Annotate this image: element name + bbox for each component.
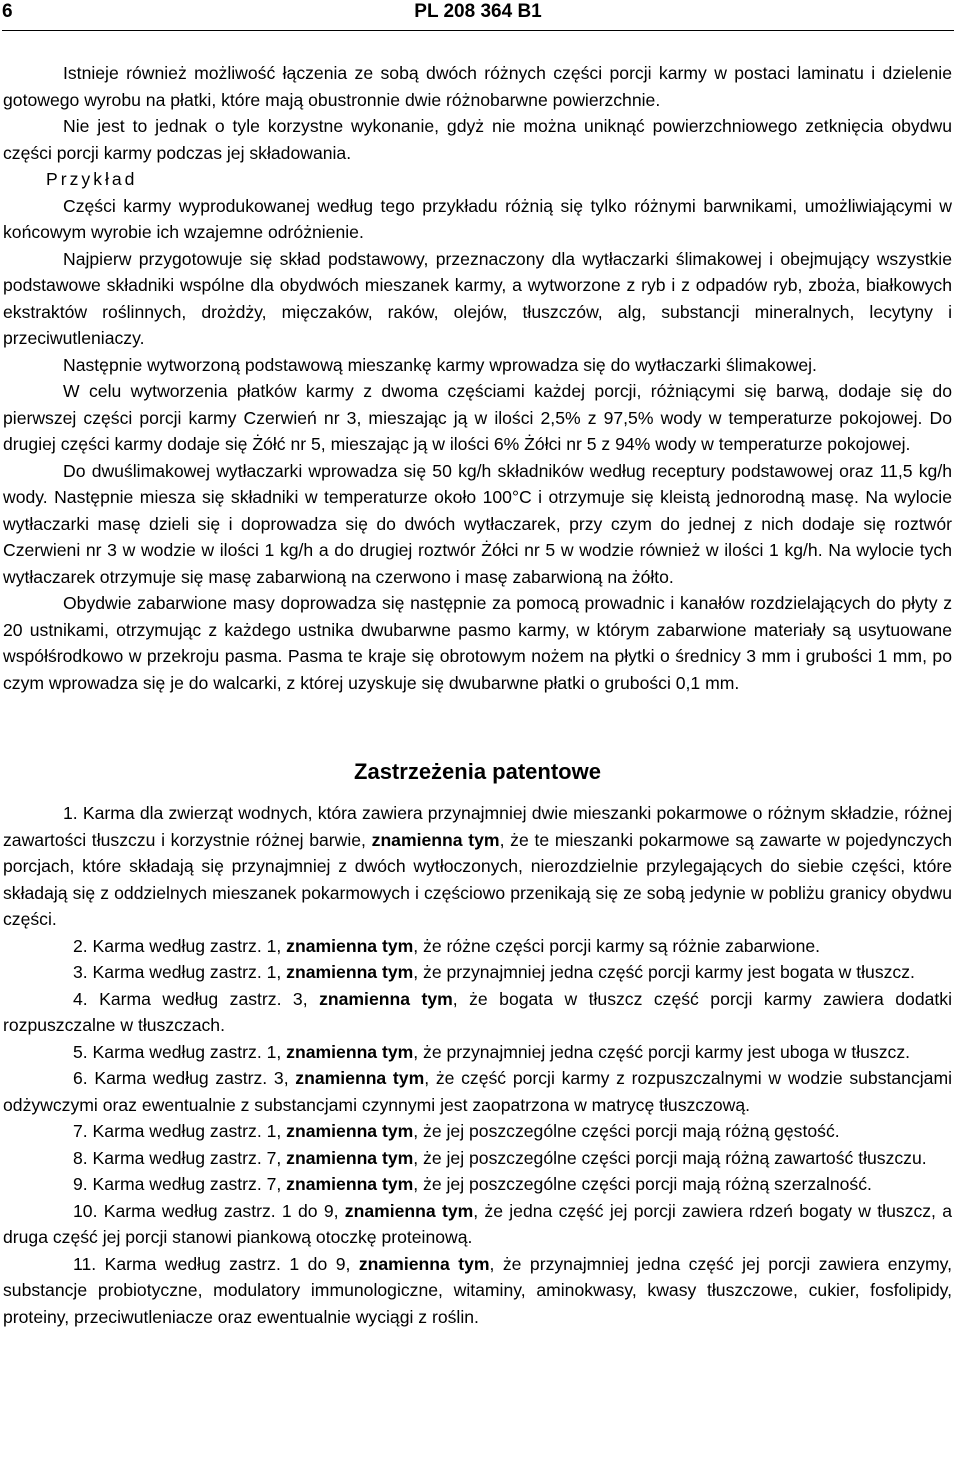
claim-text: 11. Karma według zastrz. 1 do 9, <box>73 1253 359 1274</box>
claim-text: , że przynajmniej jedna część porcji karmy jest bogata w tłuszcz. <box>413 962 915 982</box>
claim-text: 2. Karma według zastrz. 1, <box>73 935 287 956</box>
paragraph: Najpierw przygotowuje się skład podstawowy, przeznaczony dla wytłaczarki ślimakowej i obejmujący wszystkie podstawowe składniki wspólne dla obydwóch mieszanek karmy, a wytworzone z ryb i z odpadów ryb, zboża, białkowych ekstraktów roślinnych, drożdży, mięczaków, raków, olejów, tłuszczów, alg, substancji mineralnych, lecytyny i przeciwutleniaczy. <box>3 248 952 348</box>
claim-item <box>3 933 952 960</box>
claim-text: , że jedna część jej porcji zawiera rdzeń bogaty w tłuszcz, a druga część jej porcji stanowi piankową otoczkę proteinową. <box>3 1200 952 1247</box>
paragraph: Następnie wytworzoną podstawową mieszankę karmy wprowadza się do wytłaczarki ślimakowej. <box>63 354 817 375</box>
claim-text: 1. Karma dla zwierząt wodnych, która zawiera przynajmniej dwie mieszanki pokarmowe o różnym składzie, różnej zawartości tłuszczu i korzystnie różnej barwie, <box>3 803 952 850</box>
claim-text: , że przynajmniej jedna część porcji karmy jest uboga w tłuszcz. <box>413 1041 911 1062</box>
claim-item <box>3 1198 952 1251</box>
claim-text: 7. Karma według zastrz. 1, <box>73 1121 287 1141</box>
claims-section <box>3 758 952 1330</box>
claim-keyword: znamienna tym <box>295 1068 425 1088</box>
paragraph: Nie jest to jednak o tyle korzystne wykonanie, gdyż nie można uniknąć powierzchniowego zetknięcia obydwu części porcji karmy podczas jej składowania. <box>3 116 952 163</box>
header-rule <box>2 30 954 31</box>
claim-keyword: znamienna tym <box>286 1121 414 1141</box>
claim-keyword: znamienna tym <box>358 1253 490 1274</box>
claim-keyword: znamienna tym <box>371 829 500 850</box>
claim-text: 6. Karma według zastrz. 3, <box>73 1068 296 1088</box>
claim-keyword: znamienna tym <box>286 962 414 982</box>
claim-keyword: znamienna tym <box>286 1041 414 1062</box>
example-heading: Przykład <box>46 169 138 189</box>
claim-keyword: znamienna tym <box>286 1147 414 1168</box>
claim-item <box>3 1065 952 1118</box>
claim-item <box>3 1039 952 1066</box>
claim-item <box>3 1145 952 1172</box>
claims-list <box>3 800 952 1330</box>
claim-text: 9. Karma według zastrz. 7, <box>73 1174 287 1194</box>
document-id: PL 208 364 B1 <box>414 1 542 22</box>
paragraph: Obydwie zabarwione masy doprowadza się następnie za pomocą prowadnic i kanałów rozdzielających do płyty z 20 ustnikami, otrzymując z każdego ustnika dwubarwne pasmo karmy, w którym zabarwione materiały są usytuowane współśrodkowo w przekroju pasma. Pasma te kraje się obrotowym nożem na płytki o średnicy 3 mm i grubości 1 mm, po czym wprowadza się je do walcarki, z której uzyskuje się dwubarwne płatki o grubości 0,1 mm. <box>3 593 952 693</box>
page-number: 6 <box>2 1 13 22</box>
claim-item <box>3 1251 952 1331</box>
paragraph: Części karmy wyprodukowanej według tego przykładu różnią się tylko różnymi barwnikami, umożliwiającymi w końcowym wyrobie ich wzajemne odróżnienie. <box>3 195 952 242</box>
claim-text: , że bogata w tłuszcz część porcji karmy zawiera dodatki rozpuszczalne w tłuszczach. <box>3 988 953 1035</box>
claim-text: 3. Karma według zastrz. 1, <box>73 962 287 982</box>
claim-text: , że jej poszczególne części porcji mają różną szerzalność. <box>413 1174 872 1194</box>
claim-text: , że przynajmniej jedna część jej porcji zawiera enzymy, substancje probiotyczne, modulatory immunologiczne, witaminy, aminokwasy, kwasy tłuszczowe, cukier, fosfolipidy, proteiny, przeciwutleniacze oraz ewentualnie wyciągi z roślin. <box>3 1253 952 1327</box>
page-header <box>2 0 954 28</box>
claim-item <box>3 800 952 933</box>
claim-keyword: znamienna tym <box>286 1174 414 1194</box>
claim-keyword: znamienna tym <box>319 988 453 1009</box>
claims-title: Zastrzeżenia patentowe <box>354 759 601 784</box>
paragraph: Istnieje również możliwość łączenia ze sobą dwóch różnych części porcji karmy w postaci laminatu i dzielenie gotowego wyrobu na płatki, które mają obustronnie dwie różnobarwne powierzchnie. <box>3 63 952 110</box>
paragraph: Do dwuślimakowej wytłaczarki wprowadza się 50 kg/h składników według receptury podstawowej oraz 11,5 kg/h wody. Następnie miesza się składniki w temperaturze około 100°C i otrzymuje się kleistą jednorodną masę. Na wylocie wytłaczarki masę dzieli się i doprowadza się do dwóch wytłaczarek, przy czym do jednej z nich dodaje się roztwór Czerwieni nr 3 w wodzie w ilości 1 kg/h a do drugiej roztwór Żółci nr 5 w wodzie również w ilości 1 kg/h. Na wylocie tych wytłaczarek otrzymuje się masę zabarwioną na czerwono i masę zabarwioną na żółto. <box>3 460 952 587</box>
claim-text: 4. Karma według zastrz. 3, <box>73 988 320 1009</box>
claim-text: 8. Karma według zastrz. 7, <box>73 1147 287 1168</box>
claim-text: , że część porcji karmy z rozpuszczalnymi w wodzie substancjami odżywczymi oraz ewentualnie z substancjami czynnymi jest zaopatrzona w matrycę tłuszczową. <box>3 1068 953 1115</box>
claim-item <box>3 1118 952 1145</box>
claim-text: 5. Karma według zastrz. 1, <box>73 1041 287 1062</box>
claim-text: , że jej poszczególne części porcji mają różną gęstość. <box>413 1121 840 1141</box>
claim-item <box>3 1171 952 1198</box>
claim-text: , że jej poszczególne części porcji mają różną zawartość tłuszczu. <box>413 1147 927 1168</box>
claim-text: , że różne części porcji karmy są różnie zabarwione. <box>413 935 821 956</box>
claim-item <box>3 959 952 986</box>
paragraph: W celu wytworzenia płatków karmy z dwoma częściami każdej porcji, różniącymi się barwą, dodaje się do pierwszej części porcji karmy Czerwień nr 3, mieszając ją w ilości 2,5% z 97,5% wody w temperaturze pokojowej. Do drugiej części karmy dodaje się Żółć nr 5, mieszając ją w ilości 6% Żółci nr 5 z 94% wody w temperaturze pokojowej. <box>3 381 952 454</box>
document-body <box>3 60 952 1330</box>
claim-item <box>3 986 952 1039</box>
claim-text: 10. Karma według zastrz. 1 do 9, <box>73 1200 345 1221</box>
claim-text: , że te mieszanki pokarmowe są zawarte w pojedynczych porcjach, które składają się przynajmniej z dwóch wytłoczonych, nierozdzielnie przylegających do siebie części, które składają się z oddzielnych mieszanek pokarmowych i częściowo przenikają się ze sobą jedynie w pobliżu granicy obydwu części. <box>3 829 952 929</box>
claim-keyword: znamienna tym <box>286 935 414 956</box>
claim-keyword: znamienna tym <box>344 1200 474 1221</box>
